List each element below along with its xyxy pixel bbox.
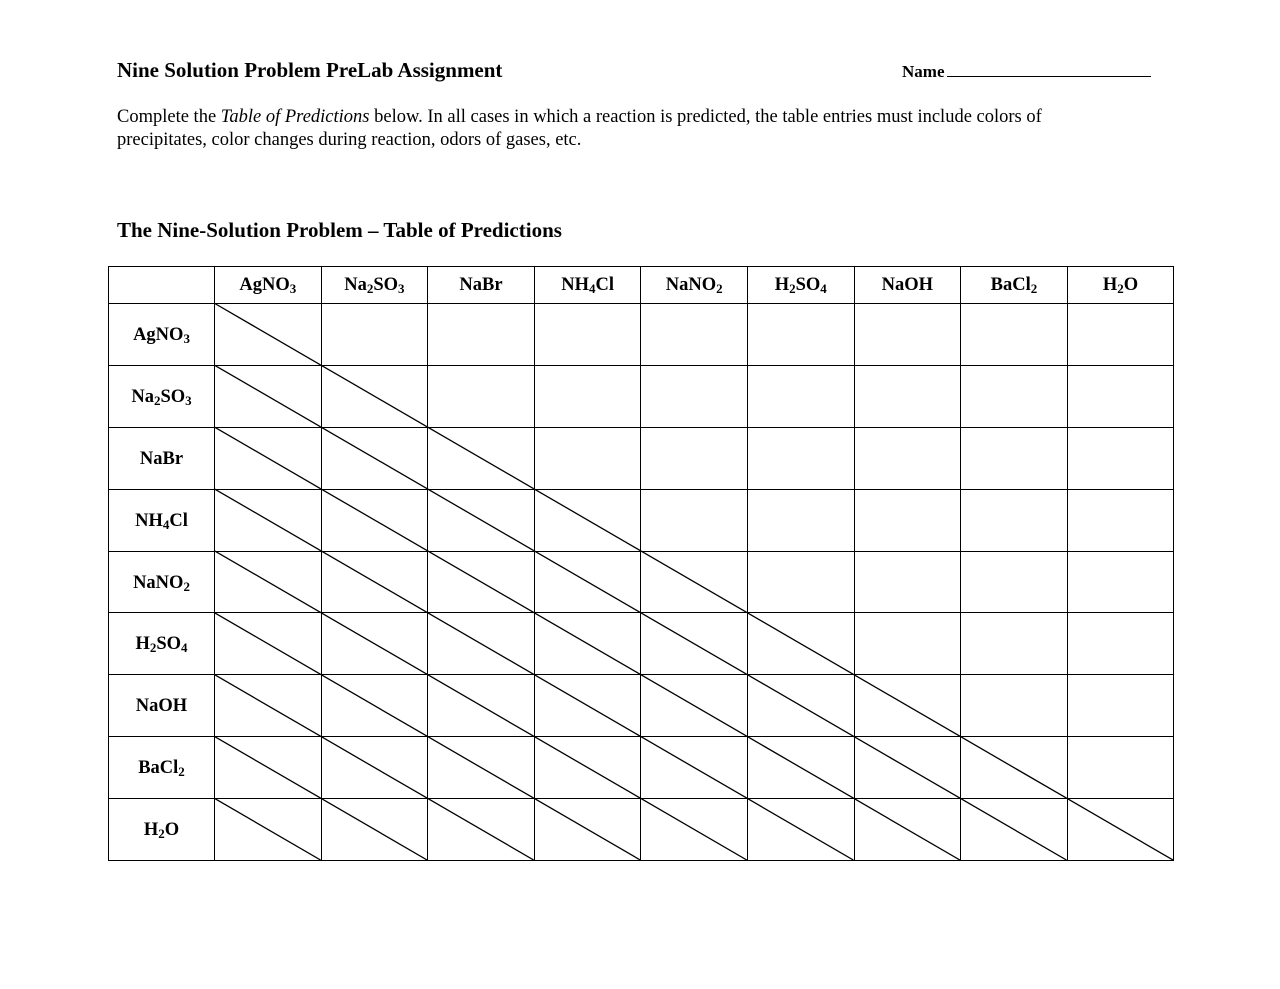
formula-subscript: 4	[588, 280, 596, 296]
prediction-cell[interactable]	[1067, 551, 1174, 613]
column-header	[215, 267, 322, 304]
prediction-cell[interactable]	[1067, 737, 1174, 799]
formula-text: SO	[373, 274, 399, 295]
prediction-cell[interactable]	[1067, 427, 1174, 489]
crossed-out-cell	[428, 737, 535, 799]
crossed-out-cell	[321, 737, 428, 799]
crossed-out-cell	[641, 737, 748, 799]
crossed-out-cell	[215, 427, 322, 489]
prediction-cell[interactable]	[321, 304, 428, 366]
table-row	[109, 304, 1174, 366]
crossed-out-cell	[534, 489, 641, 551]
crossed-out-cell	[961, 737, 1068, 799]
crossed-out-cell	[215, 551, 322, 613]
formula-text: NaNO	[665, 274, 717, 295]
formula-subscript: 2	[153, 392, 161, 408]
row-header	[109, 304, 215, 366]
prediction-cell[interactable]	[961, 613, 1068, 675]
formula-text: SO	[156, 634, 182, 655]
formula-subscript: 2	[1117, 280, 1124, 296]
crossed-out-cell	[321, 365, 428, 427]
crossed-out-cell	[854, 737, 961, 799]
formula-subscript: 2	[716, 280, 723, 296]
section-heading: The Nine-Solution Problem – Table of Predictions	[117, 218, 562, 242]
formula-subscript: 2	[149, 640, 157, 656]
prediction-cell[interactable]	[428, 304, 535, 366]
prediction-cell[interactable]	[854, 427, 961, 489]
crossed-out-cell	[641, 799, 748, 861]
prediction-cell[interactable]	[534, 304, 641, 366]
crossed-out-cell	[747, 675, 854, 737]
column-header	[321, 267, 428, 304]
crossed-out-cell	[321, 799, 428, 861]
column-header	[428, 267, 535, 304]
formula-text: O	[164, 820, 180, 841]
table-row	[109, 365, 1174, 427]
prediction-cell[interactable]	[961, 365, 1068, 427]
formula-text: BaCl	[990, 274, 1031, 295]
prediction-cell[interactable]	[534, 365, 641, 427]
formula-subscript: 2	[183, 578, 190, 594]
column-header	[641, 267, 748, 304]
crossed-out-cell	[428, 489, 535, 551]
row-header	[109, 551, 215, 613]
formula-text: H	[135, 634, 150, 655]
formula-subscript: 4	[820, 280, 827, 296]
row-header	[109, 365, 215, 427]
crossed-out-cell	[428, 427, 535, 489]
crossed-out-cell	[854, 675, 961, 737]
prediction-cell[interactable]	[854, 551, 961, 613]
crossed-out-cell	[641, 675, 748, 737]
instructions-text-start: Complete the	[117, 107, 221, 127]
crossed-out-cell	[321, 551, 428, 613]
formula-text: H	[774, 274, 790, 295]
table-body	[109, 304, 1174, 861]
formula-text: H	[143, 820, 159, 841]
formula-subscript: 2	[178, 764, 185, 780]
table-row	[109, 613, 1174, 675]
crossed-out-cell	[428, 675, 535, 737]
column-header	[747, 267, 854, 304]
formula-text: NaBr	[459, 274, 503, 295]
prediction-cell[interactable]	[1067, 304, 1174, 366]
formula-text: NaOH	[881, 274, 934, 295]
prediction-cell[interactable]	[747, 551, 854, 613]
prediction-cell[interactable]	[1067, 675, 1174, 737]
instructions-paragraph	[117, 106, 1127, 152]
crossed-out-cell	[534, 799, 641, 861]
crossed-out-cell	[747, 613, 854, 675]
crossed-out-cell	[854, 799, 961, 861]
prediction-cell[interactable]	[854, 489, 961, 551]
crossed-out-cell	[534, 613, 641, 675]
formula-text: O	[1123, 274, 1139, 295]
table-row	[109, 799, 1174, 861]
row-header	[109, 489, 215, 551]
row-header	[109, 675, 215, 737]
crossed-out-cell	[1067, 799, 1174, 861]
name-field[interactable]	[902, 62, 1151, 82]
table-row	[109, 675, 1174, 737]
prediction-cell[interactable]	[641, 304, 748, 366]
crossed-out-cell	[428, 551, 535, 613]
prediction-cell[interactable]	[1067, 489, 1174, 551]
prediction-cell[interactable]	[854, 613, 961, 675]
formula-subscript: 2	[789, 280, 796, 296]
prediction-cell[interactable]	[961, 427, 1068, 489]
crossed-out-cell	[321, 675, 428, 737]
formula-subscript: 4	[162, 516, 170, 532]
formula-text: H	[1102, 274, 1118, 295]
formula-subscript: 2	[158, 826, 165, 842]
formula-text: AgNO	[239, 274, 290, 295]
name-blank-line[interactable]	[947, 62, 1151, 77]
crossed-out-cell	[747, 737, 854, 799]
formula-text: AgNO	[133, 324, 184, 345]
column-header	[534, 267, 641, 304]
crossed-out-cell	[215, 613, 322, 675]
crossed-out-cell	[641, 613, 748, 675]
prediction-cell[interactable]	[961, 551, 1068, 613]
crossed-out-cell	[534, 551, 641, 613]
crossed-out-cell	[215, 799, 322, 861]
formula-text: NaNO	[133, 572, 184, 593]
formula-subscript: 2	[366, 280, 374, 296]
prediction-cell[interactable]	[747, 427, 854, 489]
formula-text: NaBr	[139, 448, 184, 469]
column-header	[961, 267, 1068, 304]
prediction-cell[interactable]	[1067, 613, 1174, 675]
crossed-out-cell	[321, 489, 428, 551]
formula-text: NH	[561, 274, 589, 295]
crossed-out-cell	[215, 489, 322, 551]
crossed-out-cell	[215, 737, 322, 799]
formula-text: Cl	[595, 274, 614, 295]
prediction-cell[interactable]	[854, 304, 961, 366]
formula-text: SO	[795, 274, 821, 295]
predictions-table	[108, 266, 1174, 861]
prediction-cell[interactable]	[747, 489, 854, 551]
crossed-out-cell	[534, 675, 641, 737]
table-row	[109, 737, 1174, 799]
row-header	[109, 799, 215, 861]
crossed-out-cell	[215, 365, 322, 427]
prediction-cell[interactable]	[747, 365, 854, 427]
crossed-out-cell	[321, 427, 428, 489]
crossed-out-cell	[428, 613, 535, 675]
prediction-cell[interactable]	[641, 489, 748, 551]
formula-text: BaCl	[138, 758, 179, 779]
row-header	[109, 613, 215, 675]
name-label: Name	[902, 62, 945, 81]
formula-text: NH	[135, 510, 163, 531]
prediction-cell[interactable]	[961, 675, 1068, 737]
table-header-row	[109, 267, 1174, 304]
formula-text: NaOH	[135, 696, 188, 717]
formula-subscript: 3	[398, 280, 405, 296]
crossed-out-cell	[961, 799, 1068, 861]
crossed-out-cell	[641, 551, 748, 613]
prediction-cell[interactable]	[747, 304, 854, 366]
formula-subscript: 3	[183, 330, 190, 346]
column-header	[1067, 267, 1174, 304]
crossed-out-cell	[747, 799, 854, 861]
formula-subscript: 3	[185, 392, 192, 408]
prediction-cell[interactable]	[534, 427, 641, 489]
corner-cell	[109, 267, 215, 304]
prediction-cell[interactable]	[961, 304, 1068, 366]
table-row	[109, 489, 1174, 551]
prediction-cell[interactable]	[641, 427, 748, 489]
table-row	[109, 427, 1174, 489]
row-header	[109, 427, 215, 489]
prediction-cell[interactable]	[641, 365, 748, 427]
formula-subscript: 2	[1030, 280, 1038, 296]
formula-text: Na	[131, 386, 154, 407]
table-row	[109, 551, 1174, 613]
instructions-italic-text: Table of Predictions	[220, 107, 370, 127]
prediction-cell[interactable]	[854, 365, 961, 427]
document-title: Nine Solution Problem PreLab Assignment	[117, 58, 503, 82]
prediction-cell[interactable]	[961, 489, 1068, 551]
prediction-cell[interactable]	[1067, 365, 1174, 427]
prediction-cell[interactable]	[428, 365, 535, 427]
crossed-out-cell	[321, 613, 428, 675]
formula-text: Na	[344, 274, 367, 295]
formula-text: Cl	[169, 510, 188, 531]
crossed-out-cell	[215, 675, 322, 737]
row-header	[109, 737, 215, 799]
formula-text: SO	[160, 386, 186, 407]
formula-subscript: 3	[289, 280, 297, 296]
crossed-out-cell	[215, 304, 322, 366]
instructions-text-end: below. In all cases in which a reaction is predicted, the table entries must include colors of precipitates, color changes during reaction, odors of gases, etc.	[117, 107, 1042, 150]
column-header	[854, 267, 961, 304]
crossed-out-cell	[534, 737, 641, 799]
formula-subscript: 4	[181, 640, 188, 656]
crossed-out-cell	[428, 799, 535, 861]
